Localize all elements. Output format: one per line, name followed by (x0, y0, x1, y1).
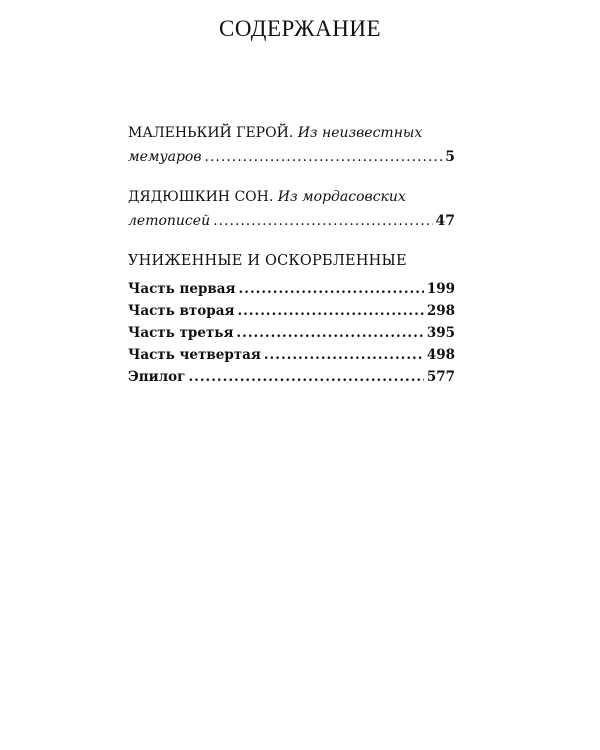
work-subtitle: Из мордасовских (277, 189, 406, 205)
toc-entry-part[interactable] (128, 344, 455, 366)
toc-section-unizhennye (128, 250, 455, 388)
page-number: 47 (435, 213, 455, 229)
toc-entry-part[interactable] (128, 322, 455, 344)
part-label: Эпилог (128, 369, 186, 385)
page-number: 498 (426, 347, 455, 363)
toc-entry-part[interactable] (128, 300, 455, 322)
dot-leader (264, 344, 424, 366)
page-title: СОДЕРЖАНИЕ (218, 16, 381, 41)
work-title: ДЯДЮШКИН СОН. (128, 189, 274, 205)
dot-leader (239, 278, 424, 300)
dot-leader (188, 366, 423, 388)
toc-entry-epilogue[interactable] (128, 366, 455, 388)
dot-leader (237, 300, 423, 322)
toc-entry-dyadyushkin-son[interactable] (128, 186, 455, 232)
part-label: Часть четвертая (128, 347, 261, 363)
work-title: МАЛЕНЬКИЙ ГЕРОЙ. (128, 125, 294, 141)
section-heading: УНИЖЕННЫЕ И ОСКОРБЛЕННЫЕ (128, 253, 407, 269)
part-label: Часть первая (128, 281, 236, 297)
work-subtitle-cont: летописей (128, 213, 211, 229)
page-number: 298 (426, 303, 455, 319)
toc-entry-malenkiy-geroy[interactable] (128, 122, 455, 168)
part-label: Часть вторая (128, 303, 235, 319)
page-number: 577 (426, 369, 455, 385)
page-number: 199 (426, 281, 455, 297)
page-number: 395 (426, 325, 455, 341)
dot-leader (236, 322, 423, 344)
dot-leader (205, 146, 443, 168)
work-subtitle: Из неизвестных (297, 125, 423, 141)
part-label: Часть третья (128, 325, 234, 341)
page-number: 5 (445, 149, 455, 165)
work-subtitle-cont: мемуаров (128, 149, 202, 165)
toc-entry-part[interactable] (128, 278, 455, 300)
dot-leader (213, 210, 432, 232)
